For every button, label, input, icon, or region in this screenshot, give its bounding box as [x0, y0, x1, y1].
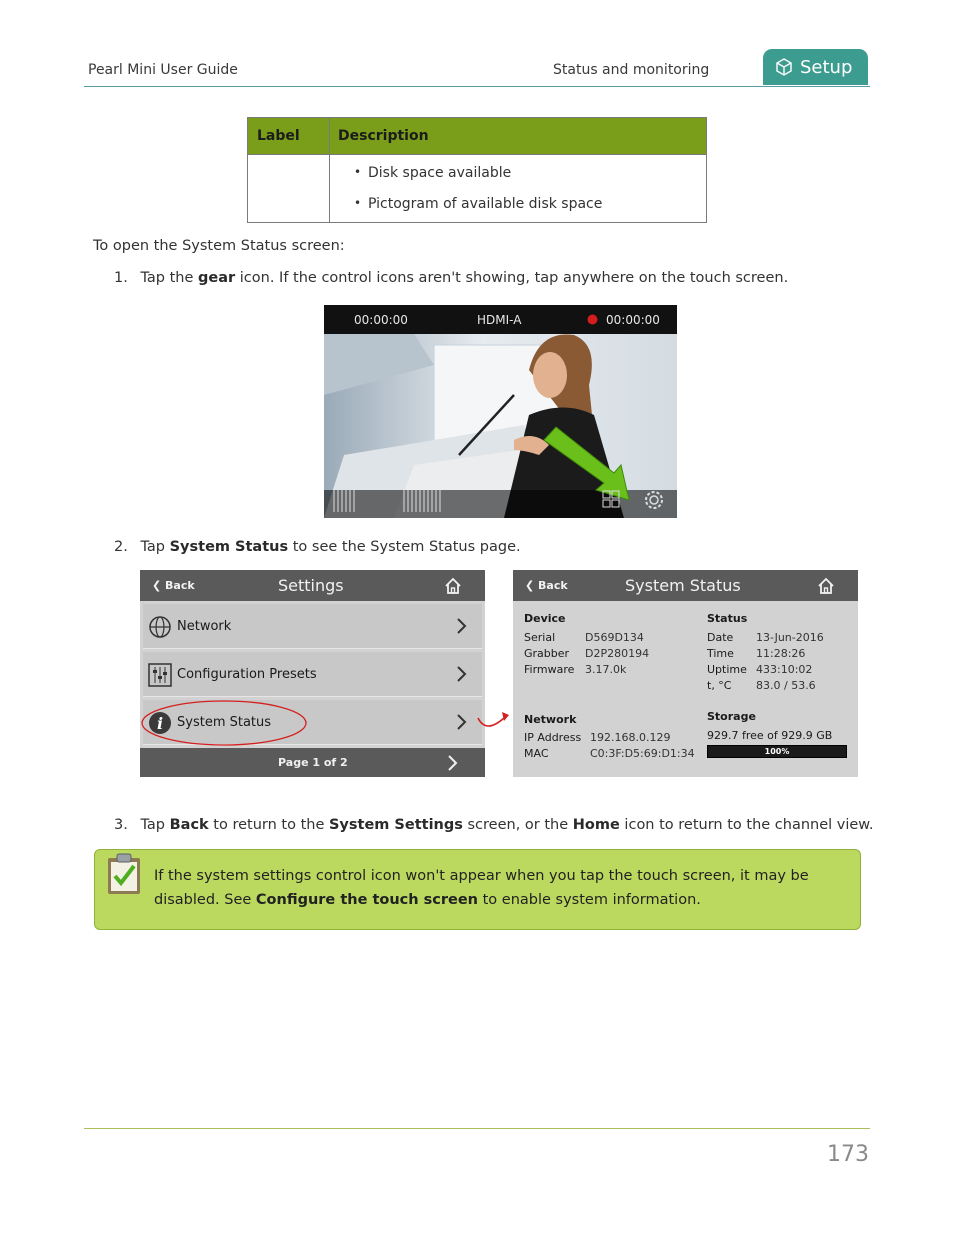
step-1-emphasis: gear — [198, 270, 236, 286]
intro-text: To open the System Status screen: — [93, 238, 345, 254]
section-title: Status and monitoring — [553, 62, 710, 78]
device-value: 3.17.0k — [585, 663, 627, 676]
clipboard-check-icon — [105, 852, 143, 896]
globe-icon — [148, 615, 172, 639]
presenter-photo — [324, 305, 677, 518]
status-key: t, °C — [707, 679, 732, 692]
next-page-icon[interactable] — [447, 755, 459, 771]
step-2-emphasis: System Status — [169, 539, 289, 555]
step-1: 1. Tap the gear icon. If the control icons aren't showing, tap anywhere on the touch screen. — [114, 270, 789, 286]
step-number: 3. — [114, 817, 128, 833]
device-key: Firmware — [524, 663, 575, 676]
step-3-emphasis-back: Back — [169, 817, 209, 833]
configure-touch-screen-link[interactable]: Configure the touch screen — [255, 892, 479, 908]
video-status-bar — [324, 305, 677, 334]
settings-title: Settings — [278, 576, 344, 595]
table-list-item: • Disk space available — [368, 165, 511, 181]
network-value: 192.168.0.129 — [590, 731, 671, 744]
record-timer: 00:00:00 — [606, 313, 660, 327]
table-divider — [329, 118, 330, 222]
step-2: 2. Tap System Status to see the System Status page. — [114, 539, 521, 555]
channel-view-screenshot — [324, 305, 677, 518]
chevron-right-icon — [456, 617, 468, 635]
status-title: System Status — [625, 576, 741, 595]
note-box — [94, 849, 861, 930]
table-list-item: • Pictogram of available disk space — [368, 196, 602, 212]
setup-tab-label: Setup — [800, 56, 853, 78]
cube-icon — [774, 57, 794, 77]
storage-text: 929.7 free of 929.9 GB — [707, 729, 833, 742]
network-value: C0:3F:D5:69:D1:34 — [590, 747, 695, 760]
settings-screen — [140, 570, 485, 777]
network-key: IP Address — [524, 731, 582, 744]
header-rule — [84, 86, 870, 87]
system-status-screen — [513, 570, 858, 777]
status-value: 13-Jun-2016 — [756, 631, 824, 644]
settings-item-network[interactable] — [143, 604, 482, 649]
device-value: D2P280194 — [585, 647, 650, 660]
status-value: 433:10:02 — [756, 663, 813, 676]
step-3: 3. Tap Back to return to the System Settings screen, or the Home icon to return to the channel view. — [114, 817, 874, 833]
table-header-row — [248, 118, 706, 155]
step-number: 2. — [114, 539, 128, 555]
input-source: HDMI-A — [477, 313, 522, 327]
record-icon — [587, 314, 598, 325]
back-button[interactable]: ❮ Back — [152, 579, 195, 592]
chevron-right-icon — [456, 665, 468, 683]
setup-tab[interactable] — [763, 49, 868, 85]
layout-grid-icon[interactable] — [602, 490, 620, 508]
note-line-1: If the system settings control icon won't appear when you tap the touch screen, it may be — [154, 868, 809, 884]
settings-item-configuration-presets[interactable] — [143, 652, 482, 697]
storage-heading: Storage — [707, 710, 756, 723]
storage-bar — [707, 745, 847, 758]
gear-icon[interactable] — [642, 488, 666, 512]
page-number: 173 — [827, 1142, 869, 1167]
settings-item-label: Network — [177, 619, 232, 634]
settings-title-bar — [140, 570, 485, 601]
table-header-label: Label — [257, 128, 300, 144]
input-timer: 00:00:00 — [354, 313, 408, 327]
settings-item-label: Configuration Presets — [177, 667, 317, 682]
status-value: 83.0 / 53.6 — [756, 679, 816, 692]
status-heading: Status — [707, 612, 748, 625]
device-key: Grabber — [524, 647, 570, 660]
pagination-bar — [140, 748, 485, 777]
network-heading: Network — [524, 713, 577, 726]
device-heading: Device — [524, 612, 566, 625]
device-value: D569D134 — [585, 631, 644, 644]
home-icon[interactable] — [816, 576, 836, 596]
curved-arrow-icon — [476, 708, 512, 732]
page-indicator: Page 1 of 2 — [278, 756, 348, 769]
note-line-2: disabled. See Configure the touch screen to enable system information. — [154, 892, 701, 908]
step-3-emphasis-settings: System Settings — [328, 817, 463, 833]
label-description-table — [247, 117, 707, 223]
step-number: 1. — [114, 270, 128, 286]
document-title: Pearl Mini User Guide — [88, 62, 238, 78]
network-key: MAC — [524, 747, 549, 760]
sliders-icon — [148, 663, 172, 687]
status-key: Time — [707, 647, 734, 660]
table-header-description: Description — [338, 128, 429, 144]
storage-bar-label: 100% — [764, 747, 790, 756]
home-icon[interactable] — [443, 576, 463, 596]
device-key: Serial — [524, 631, 556, 644]
settings-item-label: System Status — [177, 715, 272, 730]
highlight-ellipse — [140, 698, 310, 748]
status-value: 11:28:26 — [756, 647, 806, 660]
back-button[interactable]: ❮ Back — [525, 579, 568, 592]
step-3-emphasis-home: Home — [572, 817, 620, 833]
svg-text:i: i — [156, 714, 164, 733]
chevron-right-icon — [456, 713, 468, 731]
footer-rule — [84, 1128, 870, 1129]
status-title-bar — [513, 570, 858, 601]
status-key: Uptime — [707, 663, 747, 676]
status-key: Date — [707, 631, 734, 644]
